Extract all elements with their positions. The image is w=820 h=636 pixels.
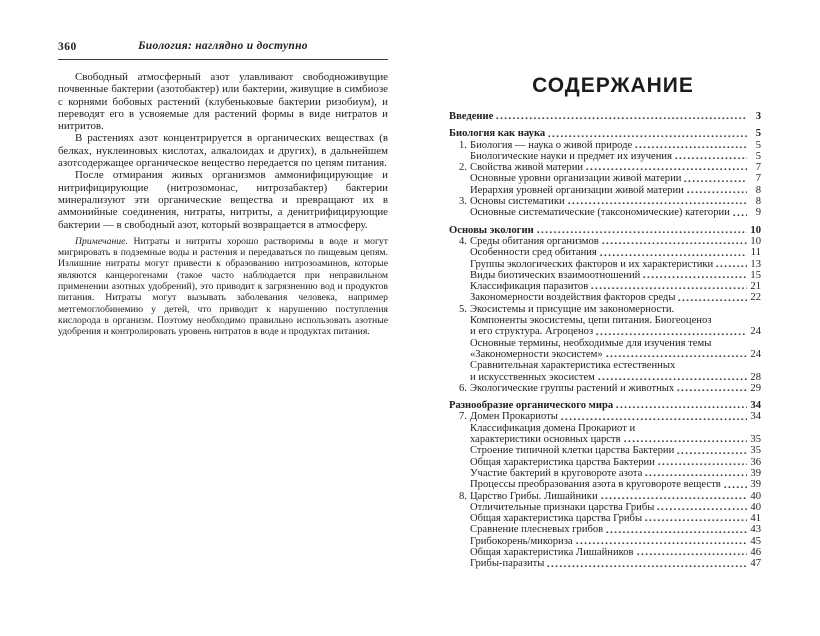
toc-entry: [449, 270, 761, 281]
toc-dot-leader: [606, 527, 747, 535]
toc-entry-title: Процессы преобразования азота в круговороте веществ: [470, 479, 721, 491]
toc-dot-leader: [677, 385, 747, 393]
toc-entry-title: Биологические науки и предмет их изучения: [470, 150, 672, 162]
page-number: 360: [58, 41, 77, 53]
toc-entry: [449, 423, 761, 434]
toc-dot-leader: [733, 210, 747, 218]
toc-entry: [449, 111, 761, 122]
toc-dot-leader: [658, 459, 747, 467]
toc-entry-title: Свойства живой материи: [470, 162, 584, 174]
toc-entry-number: 3.: [459, 196, 467, 208]
toc-entry: [449, 304, 761, 315]
toc-entry-title: Царство Грибы. Лишайники: [470, 490, 598, 502]
toc-entry-page: 43: [750, 524, 761, 536]
toc-entry: [449, 400, 761, 411]
toc-entry: [449, 128, 761, 139]
toc-entry: [449, 502, 761, 513]
toc-entry-title: Общая характеристика Лишайников: [470, 546, 634, 558]
toc-entry-page: 45: [750, 535, 761, 547]
toc-dot-leader: [600, 250, 747, 258]
toc-entry-title: «Закономерности экосистем»: [470, 348, 603, 360]
toc-entry: [449, 140, 761, 151]
toc-entry-title: Основы систематики: [470, 196, 565, 208]
toc-entry-title: характеристики основных царств: [470, 434, 621, 446]
toc-dot-leader: [591, 283, 747, 291]
toc-entry-number: 5.: [459, 303, 467, 315]
toc-entry-title: Виды биотических взаимоотношений: [470, 269, 641, 281]
toc-entry: [449, 196, 761, 207]
toc-entry-title: Сравнение плесневых грибов: [470, 524, 604, 536]
toc-dot-leader: [596, 329, 747, 337]
toc-entry-page: 35: [750, 434, 761, 446]
toc-dot-leader: [537, 227, 747, 235]
toc-entry-page: 41: [750, 513, 761, 525]
toc-entry-title: Грибы-паразиты: [470, 558, 545, 570]
toc-dot-leader: [675, 153, 747, 161]
toc-entry: [449, 434, 761, 445]
note-text: Нитраты и нитриты хорошо растворимы в воде и могут мигрировать в подземные воды и растения и передаваться по пищевым цепям. Излишние нитраты могут привести к образованию нитрозоаминов, которые являются канцерогенами (такое часто наблюдается при неправильном применении азотных удобрений), это приводит к загрязнению вод и продуктов питания. Нитраты могут вызывать заболевания человека, например метгемоглобинемию у детей, что приводит к нарушению поступления кислорода в организм. Поэтому необходимо правильно использовать азотные удобрения и контролировать уровень нитратов в воде и продуктах питания.: [58, 235, 388, 338]
toc-dot-leader: [678, 295, 747, 303]
page-header: [58, 40, 388, 60]
toc-entry-title: Биология как наука: [449, 128, 546, 140]
toc-entry: [449, 536, 761, 547]
toc-dot-leader: [635, 142, 747, 150]
toc-entry-title: Домен Прокариоты: [470, 411, 558, 423]
toc-entry-title: Классификация паразитов: [470, 281, 589, 293]
toc-entry-page: 29: [750, 382, 761, 394]
toc-entry-title: Отличительные признаки царства Грибы: [470, 501, 655, 513]
toc-entry: [449, 292, 761, 303]
toc-entry-title: и искусственных экосистем: [470, 371, 595, 383]
toc-entry: [449, 468, 761, 479]
toc-entry-title: Строение типичной клетки царства Бактерии: [470, 445, 675, 457]
toc-title: СОДЕРЖАНИЕ: [532, 74, 694, 97]
toc-entry: [449, 315, 761, 326]
toc-entry-title: Экологические группы растений и животных: [470, 382, 675, 394]
toc-entry-title: Сравнительная характеристика естественных: [470, 360, 676, 372]
toc-entry-page: 8: [755, 184, 761, 196]
toc-entry-title: Основные термины, необходимые для изучения темы: [470, 337, 712, 349]
toc-entry-title: и его структура. Агроценоз: [470, 326, 594, 338]
toc-entry-page: 39: [750, 479, 761, 491]
toc-entry-page: 11: [750, 247, 761, 259]
toc-entry-page: 10: [750, 235, 761, 247]
toc-dot-leader: [684, 176, 747, 184]
toc-entry: [449, 524, 761, 535]
toc-entry-page: 5: [755, 150, 761, 162]
toc-entry: [449, 225, 761, 236]
toc-entry-number: 4.: [459, 235, 467, 247]
toc-entry-page: 3: [755, 111, 761, 122]
toc-entry-page: 9: [755, 207, 761, 219]
toc-entry-title: Общая характеристика царства Бактерии: [470, 456, 655, 468]
toc-dot-leader: [677, 448, 747, 456]
toc-entry-title: Введение: [449, 111, 494, 122]
toc-dot-leader: [657, 504, 747, 512]
toc-entry: [449, 457, 761, 468]
toc-entry: [449, 445, 761, 456]
toc-entry: [449, 173, 761, 184]
toc-dot-leader: [616, 402, 747, 410]
toc-entry-number: 1.: [459, 139, 467, 151]
toc-entry-title: Группы экологических факторов и их характеристики: [470, 258, 714, 270]
running-title: Биология: наглядно и доступно: [138, 40, 308, 52]
toc-entry: [449, 162, 761, 173]
toc-entry-title: Иерархия уровней организации живой материи: [470, 184, 684, 196]
toc-entry-title: Общая характеристика царства Грибы: [470, 513, 643, 525]
toc-entry-page: 36: [750, 456, 761, 468]
toc-entry-title: Разнообразие органического мира: [449, 400, 614, 412]
toc-entry-page: 24: [750, 348, 761, 360]
toc-entry-page: 22: [750, 292, 761, 304]
toc-entry-page: 39: [750, 467, 761, 479]
toc-entry: [449, 360, 761, 371]
toc-entry: [449, 479, 761, 490]
toc-entry: [449, 236, 761, 247]
toc-entry: [449, 411, 761, 422]
left-page: [58, 40, 388, 338]
toc-entry: [449, 338, 761, 349]
toc-entry-title: Среды обитания организмов: [470, 235, 599, 247]
note-paragraph: [58, 236, 388, 338]
toc-dot-leader: [496, 113, 747, 121]
toc-entry-title: Особенности сред обитания: [470, 247, 597, 259]
toc-entry-page: 24: [750, 326, 761, 338]
toc-entry-page: 34: [750, 411, 761, 423]
toc-entry-page: 34: [750, 400, 761, 412]
toc-entry-number: 6.: [459, 382, 467, 394]
toc-entry: [449, 383, 761, 394]
toc-entry-title: Закономерности воздействия факторов среды: [470, 292, 676, 304]
toc-entry-title: Участие бактерий в круговороте азота: [470, 467, 643, 479]
paragraph-1: Свободный атмосферный азот улавливают свободноживущие почвенные бактерии (азотобактер) или бактерии, живущие в симбиозе с корнями бобовых растений (клубеньковые бактерии ризобиум), и переводят его в усвояемые для растений формы в виде нитратов и нитритов.: [58, 71, 388, 133]
toc-entry: [449, 349, 761, 360]
toc-entry-page: 40: [750, 490, 761, 502]
toc-entry-page: 21: [750, 281, 761, 293]
toc-dot-leader: [645, 515, 747, 523]
toc-dot-leader: [624, 436, 747, 444]
toc-entry-page: 46: [750, 546, 761, 558]
toc-entry: [449, 372, 761, 383]
toc-entry-page: 10: [750, 224, 761, 236]
toc-dot-leader: [602, 238, 747, 246]
toc-entry-page: 47: [750, 558, 761, 570]
toc-entry: [449, 281, 761, 292]
toc-entry: [449, 491, 761, 502]
toc-dot-leader: [561, 414, 747, 422]
toc-entry-title: Экосистемы и присущие им закономерности.: [470, 303, 675, 315]
toc-dot-leader: [643, 272, 747, 280]
toc-entry: [449, 513, 761, 524]
toc-entry: [449, 151, 761, 162]
toc-list: [449, 111, 761, 570]
toc-entry-title: Основные систематические (таксономические) категории: [470, 207, 730, 219]
toc-entry-title: Грибокорень/микориза: [470, 535, 573, 547]
toc-entry-number: 7.: [459, 411, 467, 423]
right-page: [449, 75, 761, 570]
toc-dot-leader: [598, 374, 747, 382]
toc-dot-leader: [687, 187, 747, 195]
toc-entry: [449, 558, 761, 569]
toc-entry-page: 5: [755, 128, 761, 140]
toc-entry-title: Основы экологии: [449, 224, 534, 236]
toc-entry-page: 7: [755, 162, 761, 174]
toc-entry-page: 5: [755, 139, 761, 151]
toc-entry-page: 7: [755, 173, 761, 185]
toc-entry: [449, 247, 761, 258]
toc-entry-page: 40: [750, 501, 761, 513]
note-label: Примечание.: [75, 235, 128, 247]
toc-dot-leader: [576, 538, 747, 546]
toc-dot-leader: [724, 482, 747, 490]
toc-dot-leader: [601, 493, 747, 501]
toc-entry-title: Основные уровни организации живой материи: [470, 173, 682, 185]
toc-entry: [449, 207, 761, 218]
toc-entry-title: Классификация домена Прокариот и: [470, 422, 636, 434]
toc-dot-leader: [645, 470, 747, 478]
toc-entry-page: 15: [750, 269, 761, 281]
paragraph-3: После отмирания живых организмов аммонифицирующие и нитрифицирующие (нитрозомонас, нитрозабактер) бактерии минерализуют эти органические вещества и превращают их в аммонийные соединения, нитраты, нитриты, а денитрифицирующие бактерии — в свободный азот, который возвращается в атмосферу.: [58, 169, 388, 231]
toc-dot-leader: [606, 351, 747, 359]
toc-dot-leader: [547, 561, 747, 569]
toc-dot-leader: [716, 261, 747, 269]
toc-entry: [449, 185, 761, 196]
toc-entry-title: Компоненты экосистемы, цепи питания. Биогеоценоз: [470, 315, 712, 327]
toc-dot-leader: [568, 198, 747, 206]
toc-dot-leader: [637, 549, 747, 557]
toc-entry-page: 28: [750, 371, 761, 383]
body-text: [58, 71, 388, 338]
toc-entry: [449, 259, 761, 270]
toc-dot-leader: [586, 164, 747, 172]
toc-dot-leader: [548, 131, 747, 139]
toc-entry: [449, 326, 761, 337]
toc-entry-number: 2.: [459, 162, 467, 174]
toc-entry: [449, 547, 761, 558]
toc-entry-page: 8: [755, 196, 761, 208]
toc-entry-page: 13: [750, 258, 761, 270]
toc-entry-page: 35: [750, 445, 761, 457]
toc-entry-title: Биология — наука о живой природе: [470, 139, 633, 151]
toc-entry-number: 8.: [459, 490, 467, 502]
paragraph-2: В растениях азот концентрируется в органических веществах (в белках, нуклеиновых кислотах, алкалоидах и других), в дальнейшем азотсодержащее органическое вещество передается по цепям питания.: [58, 132, 388, 170]
